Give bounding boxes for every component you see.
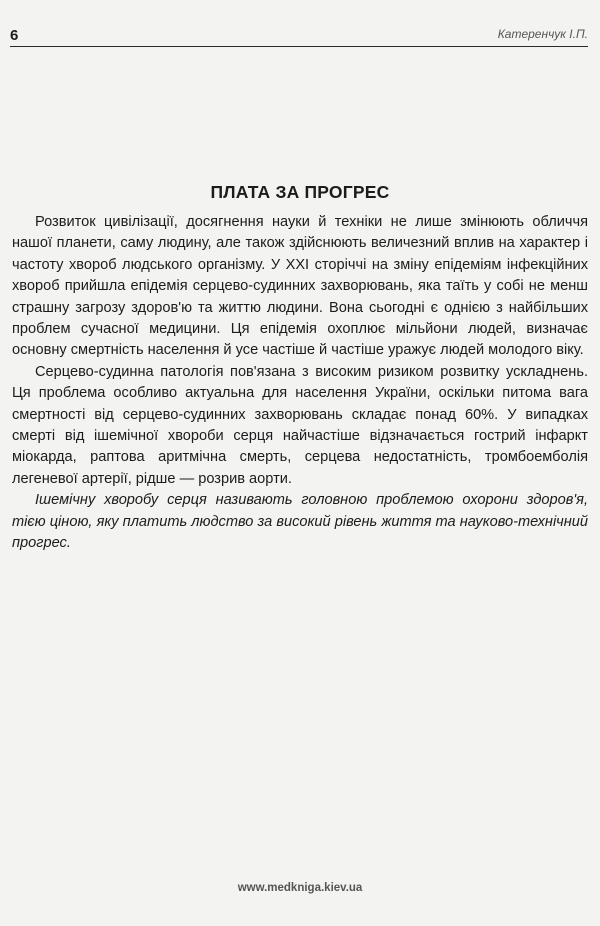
paragraph-1: Розвиток цивілізації, досягнення науки й техніки не лише змінюють обличчя нашої планети, саму людину, але також здійснюють величезний вплив на характер і частоту хвороб людського організму. У XXI сторіччі на зміну епідеміям інфекційних хвороб прийшла епідемія серцево-судинних захворювань, яка таїть у собі не менш страшну загрозу здоров'ю та життю людини. Вона сьогодні є однією з найбільших проблем сучасної медицини. Ця епідемія охоплює мільйони людей, визначає основну смертність населення й усе частіше й частіше уражує людей молодого віку. — [12, 214, 588, 359]
page-title: ПЛАТА ЗА ПРОГРЕС — [210, 182, 390, 202]
article-body — [12, 212, 588, 555]
running-head-author: Катеренчук І.П. — [497, 27, 588, 41]
footer-website-url: www.medkniga.kiev.ua — [237, 882, 363, 894]
paragraph-2: Серцево-судинна патологія пов'язана з високим ризиком розвитку ускладнень. Ця проблема особливо актуальна для населення України, оскільки питома вага смертності від серцево-судинних захворювань складає понад 60%. У випадках смерті від ішемічної хвороби серця найчастіше відзначається гострий інфаркт міокарда, раптова аритмічна смерть, серцева недостатність, тромбоемболія легеневої артерії, рідше — розрив аорти. — [12, 363, 588, 487]
header-divider — [10, 46, 588, 47]
paragraph-italic-conclusion: Ішемічну хворобу серця називають головною проблемою охорони здоров'я, тією ціною, яку платить людство за високий рівень життя та науково-технічний прогрес. — [12, 492, 588, 552]
page-number: 6 — [10, 27, 19, 44]
